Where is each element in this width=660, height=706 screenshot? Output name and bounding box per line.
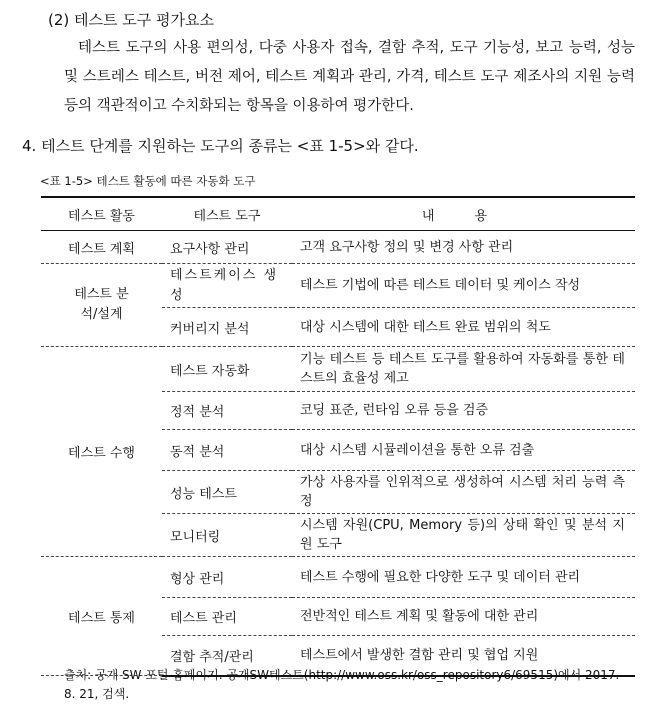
table-caption: <표 1-5> 테스트 활동에 따른 자동화 도구 xyxy=(40,174,256,188)
tool-cell: 요구사항 관리 xyxy=(162,231,292,264)
tool-cell: 성능 테스트 xyxy=(162,471,292,514)
table-row xyxy=(41,264,635,308)
body-paragraph: 테스트 도구의 사용 편의성, 다중 사용자 접속, 결함 추적, 도구 기능성, 보고 능력, 성능 및 스트레스 테스트, 버전 제어, 테스트 계획과 관리, 가격, 테스트 도구 제조사의 지원 능력 등의 객관적이고 수치화되는 항목을 이용하여 평가한다. xyxy=(64,40,635,114)
table-row xyxy=(41,557,635,598)
tool-cell: 형상 관리 xyxy=(162,557,292,598)
tool-cell: 모니터링 xyxy=(162,514,292,557)
desc-cell: 기능 테스트 등 테스트 도구를 활용하여 자동화를 통한 테스트의 효율성 제고 xyxy=(292,347,635,392)
activity-cell: 테스트 계획 xyxy=(41,231,162,264)
tool-cell: 테스트 자동화 xyxy=(162,347,292,392)
tool-cell: 커버리지 분석 xyxy=(162,308,292,347)
tool-cell: 테스트 관리 xyxy=(162,598,292,636)
header-activity: 테스트 활동 xyxy=(41,197,162,231)
table-row xyxy=(41,347,635,392)
desc-cell: 전반적인 테스트 계획 및 활동에 대한 관리 xyxy=(292,598,635,636)
tool-cell: 정적 분석 xyxy=(162,392,292,430)
desc-cell: 대상 시스템에 대한 테스트 완료 범위의 척도 xyxy=(292,308,635,347)
list-item-4: 4. 테스트 단계를 지원하는 도구의 종류는 <표 1-5>와 같다. xyxy=(22,137,419,155)
desc-cell: 테스트 수행에 필요한 다양한 도구 및 데이터 관리 xyxy=(292,557,635,598)
desc-cell: 고객 요구사항 정의 및 변경 사항 관리 xyxy=(292,231,635,264)
desc-cell: 코딩 표준, 런타임 오류 등을 검증 xyxy=(292,392,635,430)
activity-cell: 테스트 수행 xyxy=(41,347,162,557)
source-note: 출처: 공개 SW 포털 홈페이지. 공개SW테스트(http://www.oss.kr/oss_repository6/69515)에서 2017. 8. 21, 검색. xyxy=(64,668,620,701)
table-header-row xyxy=(41,197,635,231)
tool-cell: 결함 추적/관리 xyxy=(162,636,292,676)
section-heading: (2) 테스트 도구 평가요소 xyxy=(48,11,214,29)
desc-cell: 가상 사용자를 인위적으로 생성하여 시스템 처리 능력 측정 xyxy=(292,471,635,514)
table-row xyxy=(41,231,635,264)
header-description: 내 용 xyxy=(292,197,635,231)
desc-cell: 대상 시스템 시뮬레이션을 통한 오류 검출 xyxy=(292,430,635,471)
tool-cell: 테스트케이스 생성 xyxy=(162,264,292,308)
header-tool: 테스트 도구 xyxy=(162,197,292,231)
tools-table xyxy=(41,196,635,677)
activity-cell: 테스트 분석/설계 xyxy=(41,264,162,347)
desc-cell: 테스트 기법에 따른 테스트 데이터 및 케이스 작성 xyxy=(292,264,635,308)
activity-cell: 테스트 통제 xyxy=(41,557,162,676)
tool-cell: 동적 분석 xyxy=(162,430,292,471)
desc-cell: 테스트에서 발생한 결함 관리 및 협업 지원 xyxy=(292,636,635,676)
desc-cell: 시스템 자원(CPU, Memory 등)의 상태 확인 및 분석 지원 도구 xyxy=(292,514,635,557)
